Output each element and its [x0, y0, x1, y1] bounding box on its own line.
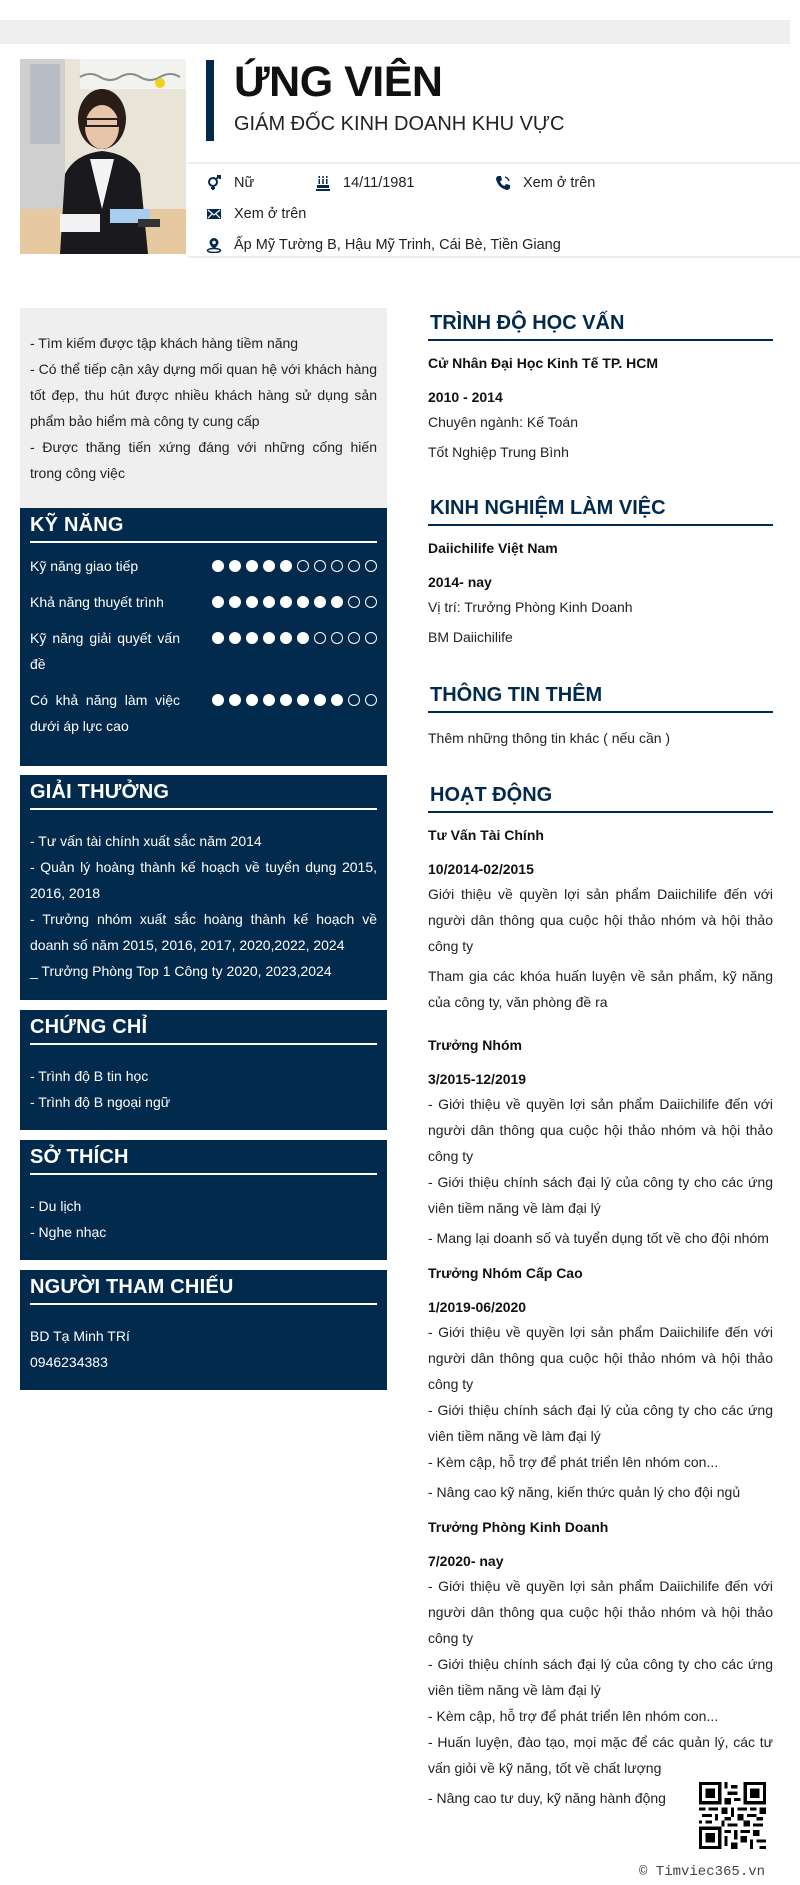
- extra-info-title: THÔNG TIN THÊM: [428, 684, 773, 713]
- filled-dot-icon: [229, 694, 241, 706]
- title-accent-bar: [206, 60, 214, 141]
- hobbies-title: SỞ THÍCH: [30, 1146, 377, 1175]
- activity-detail: - Mang lại doanh số và tuyển dụng tốt về cho đội nhóm: [428, 1230, 769, 1246]
- education-section: [428, 312, 773, 469]
- birthday-cake-icon: [315, 175, 331, 191]
- skill-row: [30, 687, 377, 739]
- job-title: GIÁM ĐỐC KINH DOANH KHU VỰC: [234, 113, 565, 135]
- experience-title: KINH NGHIỆM LÀM VIỆC: [428, 497, 773, 526]
- reference-name: BD Tạ Minh TRí: [30, 1328, 130, 1344]
- top-bar: [0, 20, 790, 44]
- filled-dot-icon: [314, 596, 326, 608]
- activity-detail: - Huấn luyện, đào tạo, mọi mặc để các quản lý, các tư vấn giỏi về kỹ năng, tốt về chất lượng: [428, 1734, 773, 1776]
- address-value: Ấp Mỹ Tường B, Hậu Mỹ Trinh, Cái Bè, Tiền Giang: [234, 237, 561, 253]
- candidate-name: ỨNG VIÊN: [234, 58, 443, 106]
- objective-line: - Có thể tiếp cận xây dựng mối quan hệ với khách hàng tốt đẹp, thu hút được nhiều khách hàng sử dụng sản phẩm bảo hiểm mà công ty cung cấp: [30, 361, 377, 429]
- empty-dot-icon: [348, 694, 360, 706]
- award-item: - Quản lý hoàng thành kế hoạch về tuyển dụng 2015, 2016, 2018: [30, 859, 377, 901]
- skills-section: [20, 508, 387, 766]
- activity-detail: - Kèm cập, hỗ trợ để phát triển lên nhóm con...: [428, 1454, 719, 1470]
- skill-label: Kỹ năng giải quyết vấn đề: [30, 630, 180, 672]
- filled-dot-icon: [212, 560, 224, 572]
- email-field: [206, 206, 306, 222]
- filled-dot-icon: [263, 596, 275, 608]
- reference-phone: 0946234383: [30, 1354, 108, 1370]
- filled-dot-icon: [263, 694, 275, 706]
- filled-dot-icon: [263, 632, 275, 644]
- extra-info-section: [428, 684, 773, 755]
- certificates-section: [20, 1010, 387, 1130]
- certificates-title: CHỨNG CHỈ: [30, 1016, 377, 1045]
- activity-detail: - Giới thiệu về quyền lợi sản phẩm Daiichilife đến với người dân thông qua cuộc hội thảo nhóm và hội thảo công ty: [428, 1578, 773, 1646]
- filled-dot-icon: [297, 596, 309, 608]
- activity-detail: - Giới thiệu chính sách đại lý của công ty cho các ứng viên tiềm năng về làm đại lý: [428, 1402, 773, 1444]
- filled-dot-icon: [229, 560, 241, 572]
- certificate-item: - Trình độ B ngoại ngữ: [30, 1094, 171, 1110]
- objective-line: - Được thăng tiến xứng đáng với những cống hiến trong công việc: [30, 439, 377, 481]
- activities-title: HOẠT ĐỘNG: [428, 784, 773, 813]
- empty-dot-icon: [348, 596, 360, 608]
- filled-dot-icon: [280, 596, 292, 608]
- skill-rating: [212, 687, 377, 706]
- contact-info: [188, 162, 800, 258]
- references-title: NGƯỜI THAM CHIẾU: [30, 1276, 377, 1305]
- phone-icon: [495, 175, 511, 191]
- activity-role: Trưởng Nhóm Cấp Cao: [428, 1265, 583, 1281]
- candidate-photo: [20, 59, 186, 254]
- activity-item: [428, 825, 773, 1015]
- activity-item: [428, 1517, 773, 1811]
- education-date: 2010 - 2014: [428, 389, 503, 405]
- copyright-footer: © Timviec365.vn: [639, 1864, 766, 1880]
- awards-title: GIẢI THƯỞNG: [30, 781, 377, 810]
- skill-label: Khả năng thuyết trình: [30, 594, 164, 610]
- empty-dot-icon: [348, 632, 360, 644]
- qr-code: [697, 1782, 768, 1849]
- activity-detail: - Nâng cao tư duy, kỹ năng hành động: [428, 1790, 666, 1806]
- address-field: [206, 237, 561, 253]
- career-objective: [20, 308, 387, 508]
- empty-dot-icon: [365, 632, 377, 644]
- experience-date: 2014- nay: [428, 574, 492, 590]
- activity-detail: - Giới thiệu về quyền lợi sản phẩm Daiichilife đến với người dân thông qua cuộc hội thảo nhóm và hội thảo công ty: [428, 1096, 773, 1164]
- skill-rating: [212, 589, 377, 608]
- empty-dot-icon: [314, 632, 326, 644]
- activity-detail: - Nâng cao kỹ năng, kiến thức quản lý cho đội ngủ: [428, 1484, 741, 1500]
- extra-info-text: Thêm những thông tin khác ( nếu cần ): [428, 730, 671, 746]
- activity-detail: Giới thiệu về quyền lợi sản phẩm Daiichilife đến với người dân thông qua cuộc hội thảo nhóm và hội thảo công ty: [428, 886, 773, 954]
- filled-dot-icon: [280, 632, 292, 644]
- references-section: [20, 1270, 387, 1390]
- email-value: Xem ở trên: [234, 206, 307, 222]
- activity-date: 10/2014-02/2015: [428, 861, 534, 877]
- skills-title: KỸ NĂNG: [30, 514, 377, 543]
- filled-dot-icon: [246, 694, 258, 706]
- filled-dot-icon: [212, 694, 224, 706]
- skill-row: [30, 625, 377, 677]
- empty-dot-icon: [314, 560, 326, 572]
- award-item: - Trưởng nhóm xuất sắc hoàng thành kế hoạch về doanh số năm 2015, 2016, 2017, 2020,2022, 2024: [30, 911, 377, 953]
- phone-value: Xem ở trên: [523, 175, 596, 191]
- skill-label: Có khả năng làm việc dưới áp lực cao: [30, 692, 180, 734]
- company-name: Daiichilife Việt Nam: [428, 540, 558, 556]
- filled-dot-icon: [246, 632, 258, 644]
- activity-role: Trưởng Nhóm: [428, 1037, 522, 1053]
- hobby-item: - Du lịch: [30, 1198, 82, 1214]
- empty-dot-icon: [297, 560, 309, 572]
- filled-dot-icon: [246, 596, 258, 608]
- empty-dot-icon: [365, 596, 377, 608]
- certificate-item: - Trình độ B tin học: [30, 1068, 149, 1084]
- activity-detail: - Kèm cập, hỗ trợ để phát triển lên nhóm con...: [428, 1708, 719, 1724]
- skill-row: [30, 589, 377, 615]
- experience-detail: BM Daiichilife: [428, 629, 513, 645]
- skill-label: Kỹ năng giao tiếp: [30, 558, 139, 574]
- envelope-icon: [206, 206, 222, 222]
- gender-icon: [206, 175, 222, 191]
- empty-dot-icon: [331, 632, 343, 644]
- filled-dot-icon: [314, 694, 326, 706]
- skill-row: [30, 553, 377, 579]
- hobby-item: - Nghe nhạc: [30, 1224, 107, 1240]
- skill-rating: [212, 553, 377, 572]
- education-detail: Chuyên ngành: Kế Toán: [428, 414, 578, 430]
- filled-dot-icon: [297, 694, 309, 706]
- activity-item: [428, 1035, 773, 1251]
- education-title: TRÌNH ĐỘ HỌC VẤN: [428, 312, 773, 341]
- activity-detail: - Giới thiệu chính sách đại lý của công ty cho các ứng viên tiềm năng về làm đại lý: [428, 1174, 773, 1216]
- award-item: _ Trưởng Phòng Top 1 Công ty 2020, 2023,2024: [30, 963, 332, 979]
- award-item: - Tư vấn tài chính xuất sắc năm 2014: [30, 833, 262, 849]
- activity-item: [428, 1263, 773, 1505]
- activity-role: Tư Vấn Tài Chính: [428, 827, 544, 843]
- activity-role: Trưởng Phòng Kinh Doanh: [428, 1519, 609, 1535]
- birthday-value: 14/11/1981: [343, 175, 415, 191]
- birthday-field: [315, 175, 415, 191]
- activity-date: 7/2020- nay: [428, 1553, 504, 1569]
- filled-dot-icon: [331, 596, 343, 608]
- filled-dot-icon: [263, 560, 275, 572]
- filled-dot-icon: [212, 632, 224, 644]
- awards-section: [20, 775, 387, 1000]
- filled-dot-icon: [229, 632, 241, 644]
- activities-section: [428, 784, 773, 1823]
- map-marker-icon: [206, 237, 222, 253]
- filled-dot-icon: [280, 560, 292, 572]
- empty-dot-icon: [331, 560, 343, 572]
- filled-dot-icon: [297, 632, 309, 644]
- objective-line: - Tìm kiếm được tập khách hàng tiềm năng: [30, 335, 299, 351]
- filled-dot-icon: [246, 560, 258, 572]
- experience-section: [428, 497, 773, 654]
- education-detail: Tốt Nghiệp Trung Bình: [428, 444, 569, 460]
- activity-date: 3/2015-12/2019: [428, 1071, 527, 1087]
- activity-date: 1/2019-06/2020: [428, 1299, 527, 1315]
- filled-dot-icon: [331, 694, 343, 706]
- experience-detail: Vị trí: Trưởng Phòng Kinh Doanh: [428, 599, 633, 615]
- skill-rating: [212, 625, 377, 644]
- filled-dot-icon: [280, 694, 292, 706]
- activity-detail: Tham gia các khóa huấn luyện về sản phẩm, kỹ năng của công ty, văn phòng đề ra: [428, 968, 773, 1010]
- school-name: Cử Nhân Đại Học Kinh Tế TP. HCM: [428, 355, 659, 371]
- activity-detail: - Giới thiệu chính sách đại lý của công ty cho các ứng viên tiềm năng về làm đại lý: [428, 1656, 773, 1698]
- gender-field: [206, 175, 254, 191]
- activity-detail: - Giới thiệu về quyền lợi sản phẩm Daiichilife đến với người dân thông qua cuộc hội thảo nhóm và hội thảo công ty: [428, 1324, 773, 1392]
- filled-dot-icon: [212, 596, 224, 608]
- gender-value: Nữ: [234, 175, 255, 191]
- empty-dot-icon: [365, 560, 377, 572]
- phone-field: [495, 175, 595, 191]
- empty-dot-icon: [348, 560, 360, 572]
- hobbies-section: [20, 1140, 387, 1260]
- filled-dot-icon: [229, 596, 241, 608]
- empty-dot-icon: [365, 694, 377, 706]
